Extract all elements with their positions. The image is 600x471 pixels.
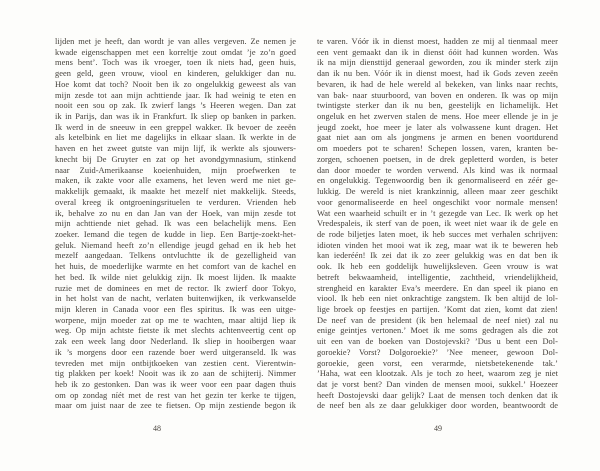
text-line: uit een van de boeken van Dostojevski? ’Dus u bent een Dol-: [317, 337, 558, 347]
text-line: om moeders pot te scharen! Schepen lossen, varen, kranten be-: [317, 144, 558, 154]
text-line: als ketelbink en liet me dagelijks in elkaar slaan. Ik werkte in de: [55, 133, 296, 143]
text-line: te varen. Vóór ik in dienst moest, hadden ze mij al tienmaal meer: [317, 37, 558, 46]
text-line: haven en het zweet gutste van mijn lijf, ik werkte als sjouwers-: [55, 144, 296, 154]
text-line: kwade eigenschappen met een korreltje zout omdat ’je zo’n goed: [55, 47, 296, 57]
text-line: nooit een sou op zak. Ik zwierf langs ’s Heeren wegen. Dan zat: [55, 101, 296, 111]
text-line: ongeluk en het zwerven stalen de mens. Hoe meer ellende je in je: [317, 112, 558, 122]
text-line: van bak- naar stuurboord, van boven en onderen. Ik was op mijn: [317, 90, 558, 100]
text-line: maken, ik zakte voor alle examens, het leven werd me niet ge-: [55, 176, 296, 186]
text-line: makkelijk gemaakt, ik maakte het mezelf niet makkelijk. Steeds,: [55, 187, 296, 197]
text-line: worpene, mijn moeder zat op me te wachten, maar altijd liep ik: [55, 315, 296, 325]
text-line: weg. Op mijn achtste fietste ik met slechts achtenveertig cent op: [55, 326, 296, 336]
text-line: geluk. Niemand heeft zo’n ellendige jeugd gehad en ik heb het: [55, 240, 296, 250]
page-right-text-block: [317, 37, 558, 412]
text-line: viool. Ik heb een niet onkrachtige zangstem. Ik ben altijd de lol-: [317, 294, 558, 304]
text-line: Ik werd in de sneeuw in een greppel wakker. Ik bevoer de zeeën: [55, 122, 296, 132]
text-line: de rode biljetjes laten moet, ik heb succes met verhalen schrijven:: [317, 229, 558, 239]
text-line: geen geld, geen vrouw, viool en kinderen, gelukkiger dan nu.: [55, 69, 296, 79]
text-line: mijn kleren in Canada voor een fles spiritus. Ik was een uitge-: [55, 304, 296, 314]
text-line: ik, behalve zo nu en dan Jan van der Hoek, van mijn zesde tot: [55, 208, 296, 218]
page-number-left: 48: [153, 424, 161, 433]
text-line: mezelf aangedaan. Telkens ontvluchtte ik de gezelligheid van: [55, 251, 296, 261]
text-line: zak een week lang door Nederland. Ik sliep in hooibergen waar: [55, 337, 296, 347]
text-line: zoeker. Iemand die tegen de kudde in liep. Een Bartje-zoekt-het-: [55, 229, 296, 239]
text-line: naar Zuid-Amerikaanse koeienhuiden, mijn proefwerken te: [55, 165, 296, 175]
text-line: om op zondag níét met de rest van het gezin ter kerke te tijgen,: [55, 390, 296, 400]
text-line: ik na mijn diensttijd generaal geworden, zou ik minder sterk zijn: [317, 58, 558, 68]
text-line: lijden met je heeft, dan wordt je van alles vergeven. Ze nemen je: [55, 37, 296, 46]
page-left-text-block: [55, 37, 296, 412]
text-line: heb ik zo gestonken. Dan was ik weer voor een paar dagen thuis: [55, 380, 296, 389]
text-line: ik in Parijs, dan was ik in Frankfurt. Ik sliep op banken in parken.: [55, 112, 296, 122]
text-line: voor genormaliseerde en heel ongeschikt voor normale mensen!: [317, 197, 558, 207]
text-line: mijn zesde tot aan mijn achttiende jaar. Ik had weinig te eten en: [55, 90, 296, 100]
text-line: goroekie, geen vorst, een verarmde, nietsbetekenende tak.’: [317, 358, 558, 368]
text-line: zorgen, schoenen poetsen, in de drek gepletterd worden, is beter: [317, 154, 558, 164]
text-line: een vent gemaakt dan ik in dienst óóit had kunnen worden. Was: [317, 47, 558, 57]
text-line: idioten vinden het mooi wat ik zeg, maar wat ik te beweren heb: [317, 240, 558, 250]
text-line: knecht bij De Gruyter en zat op het avondgymnasium, stinkend: [55, 154, 296, 164]
text-line: jeugd zoekt, hoe meer je later als volwassene kunt dragen. Het: [317, 122, 558, 132]
text-line: goroekie? Vorst? Dolgoroekie?’ ’Nee meneer, gewoon Dol-: [317, 347, 558, 357]
text-line: mijn achttiende niet gehad. Ik was een belachelijk mens. Een: [55, 219, 296, 229]
text-line: Wat een waarheid schuilt er in ’t gezegde van Lec. Ik werk op het: [317, 208, 558, 218]
text-line: De neef van de president (ik ben helemaal de neef niet) zal nu: [317, 315, 558, 325]
text-line: de neef ben als ze daar gelukkiger door worden, beantwoordt de: [317, 401, 558, 411]
text-line: lukkig. De wereld is niet krankzinnig, alleen maar zeer geschikt: [317, 187, 558, 197]
text-line: strengheid en karakter Eva’s meerdere. En dan speel ik piano en: [317, 283, 558, 293]
text-line: ’Haha, wat een klootzak. Als je toch zo heet, waarom zeg je niet: [317, 369, 558, 379]
text-line: Hoe komt dat toch? Nooit ben ik zo ongelukkig geweest als van: [55, 79, 296, 89]
text-line: Vredespaleis, ik sterf van de poen, ik weet niet waar ik de gele en: [317, 219, 558, 229]
text-line: enige geintjes vertonen.’ Moet ik me soms gedragen als die zot: [317, 326, 558, 336]
text-line: ook. Ik heb een goddelijk huwelijksleven. Geen vrouw is wat: [317, 262, 558, 272]
text-line: mens bent’. Toch was ik vroeger, toen ik niets had, geen huis,: [55, 58, 296, 68]
text-line: maar om juist naar de zee te fietsen. Op mijn zestiende begon ik: [55, 401, 296, 411]
text-line: en ongelukkig. Tegenwoordig ben ik genormaliseerd en zéér ge-: [317, 176, 558, 186]
text-line: in het holst van de nacht, verlaten buitenwijken, ik verkwanselde: [55, 294, 296, 304]
text-line: ik ’s morgens door een razende boer werd uitgeranseld. Ik was: [55, 347, 296, 357]
text-line: tig plakken per koek! Nooit was ik zo aan de schijterij. Nimmer: [55, 369, 296, 379]
text-line: het huis, de moederlijke warmte en het comfort van de kachel en: [55, 262, 296, 272]
text-line: het bed. Ik wilde niet gelukkig zijn. Ik moest lijden. Ik maakte: [55, 272, 296, 282]
text-line: dan door moeder te worden verwend. Als kind was ik normaal: [317, 165, 558, 175]
page-number-right: 49: [434, 424, 442, 433]
text-line: ruzie met de dominees en met de rector. Ik zwierf door Tokyo,: [55, 283, 296, 293]
text-line: heeft Dostojevski daar gelijk? Laat de mensen toch denken dat ik: [317, 390, 558, 400]
text-line: overal kreeg ik ontgroeningsrituelen te verduren. Vrienden heb: [55, 197, 296, 207]
text-line: gaat niet aan om als jongmens je armen en benen voortdurend: [317, 133, 558, 143]
text-line: bevaren, ik had de hele wereld al bekeken, van links naar rechts,: [317, 79, 558, 89]
text-line: dat je vorst bent? Dan vinden de mensen mooi, sukkel.’ Hoezeer: [317, 380, 558, 389]
text-line: tevreden met mijn ontbijtkoeken van zestien cent. Vierentwin-: [55, 358, 296, 368]
text-line: kan iederéén! Ik zei dat ik zo zeer gelukkig was en dat ben ik: [317, 251, 558, 261]
text-line: betreft bekwaamheid, intelligentie, zachtheid, vriendelijkheid,: [317, 272, 558, 282]
text-line: dan ik nu ben. Vóór ik in dienst moest, had ik Gods zeven zeeën: [317, 69, 558, 79]
text-line: lige broek op feestjes en partijen. ’Komt dat zien, komt dat zien!: [317, 304, 558, 314]
text-line: twintigste sterker dan ik nu ben, geestelijk en lichamelijk. Het: [317, 101, 558, 111]
